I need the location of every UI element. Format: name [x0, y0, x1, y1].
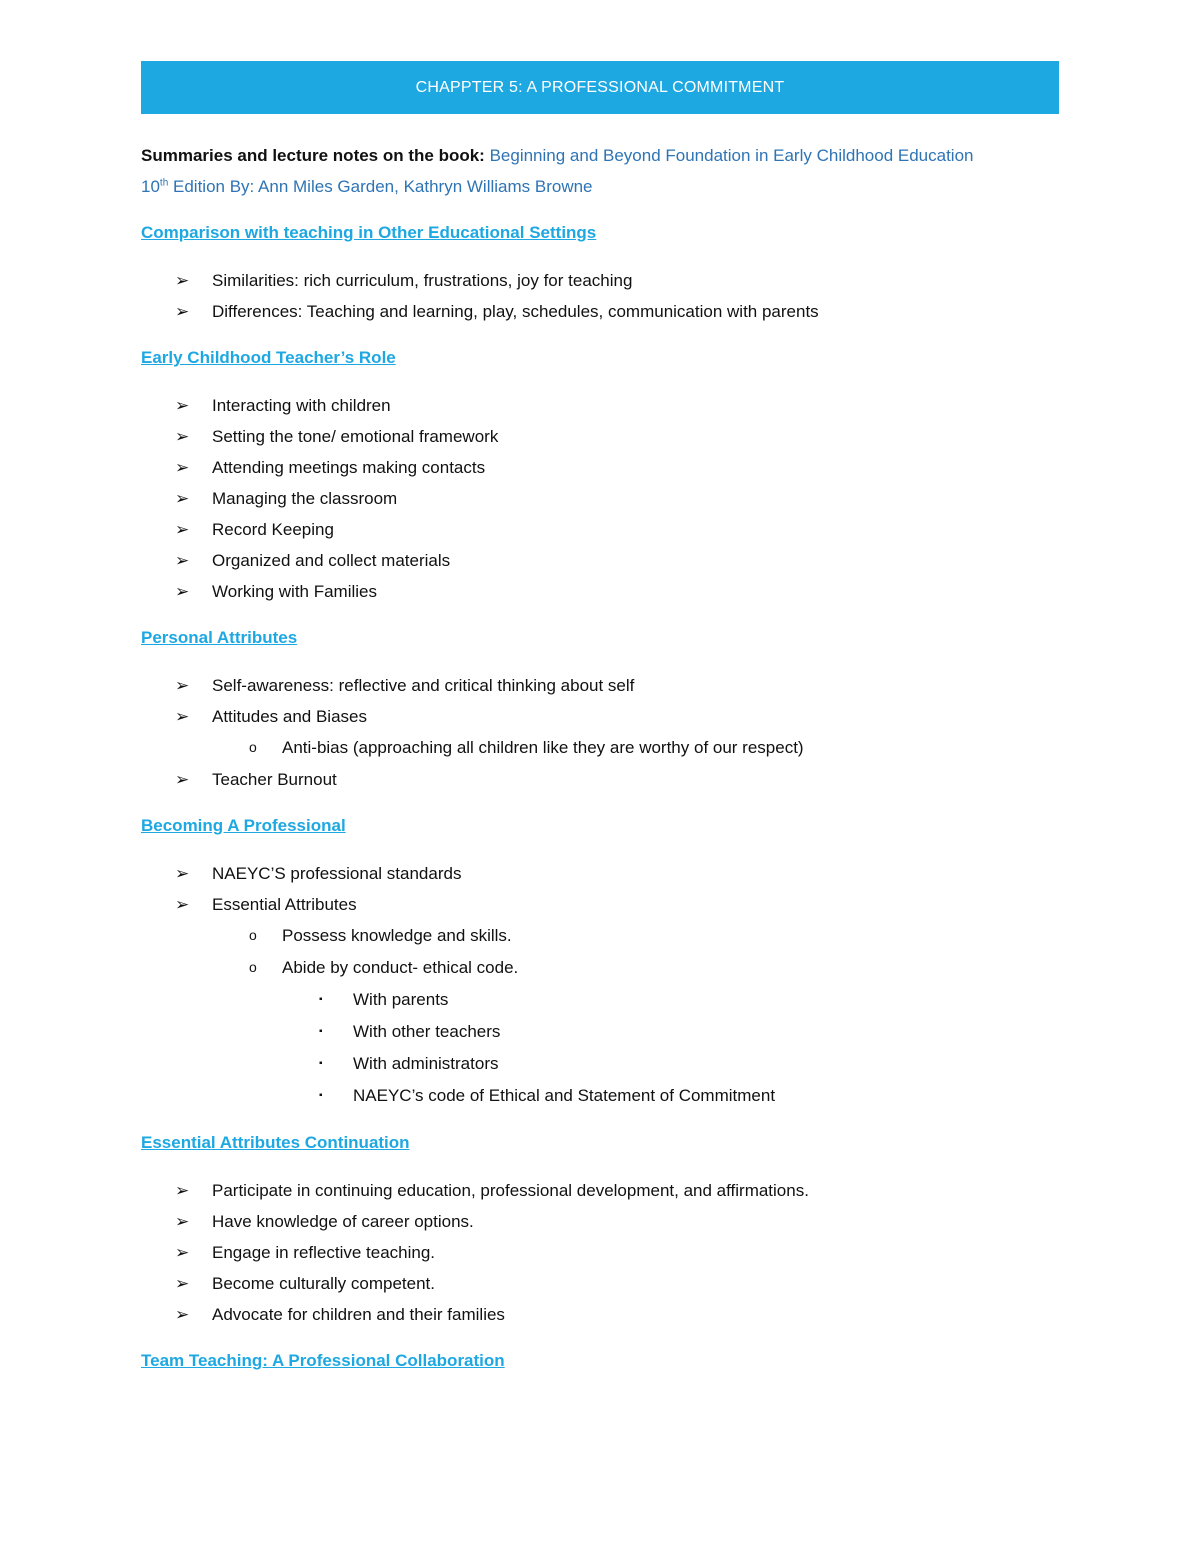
sub-sub-list-item: ▪ NAEYC’s code of Ethical and Statement of Commitment: [141, 1080, 1071, 1112]
sub-sub-list-item: ▪ With parents: [141, 984, 1071, 1016]
list-item: ➢ Attending meetings making contacts: [141, 452, 1071, 483]
list-item: ➢ Interacting with children: [141, 390, 1071, 421]
edition-number: 10: [141, 177, 160, 196]
arrow-bullet-icon: ➢: [175, 458, 190, 477]
list-item: ➢ Similarities: rich curriculum, frustrations, joy for teaching: [141, 265, 1071, 296]
arrow-bullet-icon: ➢: [175, 551, 190, 570]
arrow-bullet-icon: ➢: [175, 1243, 190, 1262]
list-item: ➢ NAEYC’S professional standards: [141, 858, 1071, 889]
arrow-bullet-icon: ➢: [175, 1305, 190, 1324]
list-item: ➢ Setting the tone/ emotional framework: [141, 421, 1071, 452]
section-comparison: [141, 222, 1071, 327]
section-heading[interactable]: Early Childhood Teacher’s Role: [141, 348, 396, 367]
list-item: ➢ Essential Attributes: [141, 889, 1071, 920]
square-bullet-icon: ▪: [319, 994, 323, 1005]
list-item: ➢ Differences: Teaching and learning, play, schedules, communication with parents: [141, 296, 1071, 327]
arrow-bullet-icon: ➢: [175, 895, 190, 914]
edition-suffix: th: [159, 177, 169, 189]
arrow-bullet-icon: ➢: [175, 770, 190, 789]
circle-bullet-icon: o: [249, 959, 257, 975]
section-personal-attributes: [141, 627, 1071, 795]
bullet-list: [141, 1175, 1071, 1330]
list-item: ➢ Participate in continuing education, professional development, and affirmations.: [141, 1175, 1071, 1206]
circle-bullet-icon: o: [249, 739, 257, 755]
list-item: ➢ Attitudes and Biases: [141, 701, 1071, 732]
sub-list-item: o Possess knowledge and skills.: [141, 920, 1071, 952]
list-item: ➢ Become culturally competent.: [141, 1268, 1071, 1299]
arrow-bullet-icon: ➢: [175, 707, 190, 726]
arrow-bullet-icon: ➢: [175, 520, 190, 539]
arrow-bullet-icon: ➢: [175, 271, 190, 290]
bullet-list: [141, 670, 1071, 795]
section-essential-attributes: [141, 1132, 1071, 1330]
section-heading[interactable]: Comparison with teaching in Other Educational Settings: [141, 223, 597, 242]
circle-bullet-icon: o: [249, 927, 257, 943]
list-item: ➢ Advocate for children and their families: [141, 1299, 1071, 1330]
square-bullet-icon: ▪: [319, 1026, 323, 1037]
document-body: [141, 140, 1071, 1372]
section-team-teaching: [141, 1350, 1071, 1372]
bullet-list: [141, 265, 1071, 327]
section-becoming-professional: [141, 815, 1071, 1112]
list-item: ➢ Record Keeping: [141, 514, 1071, 545]
list-item: ➢ Organized and collect materials: [141, 545, 1071, 576]
arrow-bullet-icon: ➢: [175, 1181, 190, 1200]
edition-authors: Edition By: Ann Miles Garden, Kathryn Williams Browne: [173, 177, 593, 196]
bullet-list: [141, 390, 1071, 607]
section-heading[interactable]: Personal Attributes: [141, 628, 298, 647]
arrow-bullet-icon: ➢: [175, 302, 190, 321]
arrow-bullet-icon: ➢: [175, 427, 190, 446]
list-item: ➢ Have knowledge of career options.: [141, 1206, 1071, 1237]
chapter-banner: [141, 61, 1059, 114]
square-bullet-icon: ▪: [319, 1090, 323, 1101]
arrow-bullet-icon: ➢: [175, 396, 190, 415]
list-item: ➢ Self-awareness: reflective and critical thinking about self: [141, 670, 1071, 701]
arrow-bullet-icon: ➢: [175, 489, 190, 508]
section-heading[interactable]: Essential Attributes Continuation: [141, 1133, 410, 1152]
sub-list-item: o Anti-bias (approaching all children like they are worthy of our respect): [141, 732, 1071, 764]
book-title: Beginning and Beyond Foundation in Early Childhood Education: [489, 146, 974, 165]
arrow-bullet-icon: ➢: [175, 864, 190, 883]
sub-list-item: o Abide by conduct- ethical code.: [141, 952, 1071, 984]
sub-sub-list-item: ▪ With other teachers: [141, 1016, 1071, 1048]
list-item: ➢ Working with Families: [141, 576, 1071, 607]
intro-lead: Summaries and lecture notes on the book:: [141, 146, 485, 165]
intro-paragraph: [141, 140, 1071, 202]
arrow-bullet-icon: ➢: [175, 582, 190, 601]
section-heading[interactable]: Becoming A Professional: [141, 816, 346, 835]
arrow-bullet-icon: ➢: [175, 1212, 190, 1231]
sub-sub-list-item: ▪ With administrators: [141, 1048, 1071, 1080]
list-item: ➢ Engage in reflective teaching.: [141, 1237, 1071, 1268]
chapter-title: CHAPPTER 5: A PROFESSIONAL COMMITMENT: [415, 78, 785, 96]
book-edition: [141, 177, 593, 196]
section-teacher-role: [141, 347, 1071, 607]
square-bullet-icon: ▪: [319, 1058, 323, 1069]
list-item: ➢ Managing the classroom: [141, 483, 1071, 514]
arrow-bullet-icon: ➢: [175, 676, 190, 695]
section-heading[interactable]: Team Teaching: A Professional Collaboration: [141, 1351, 505, 1370]
list-item: ➢ Teacher Burnout: [141, 764, 1071, 795]
bullet-list: [141, 858, 1071, 1112]
arrow-bullet-icon: ➢: [175, 1274, 190, 1293]
